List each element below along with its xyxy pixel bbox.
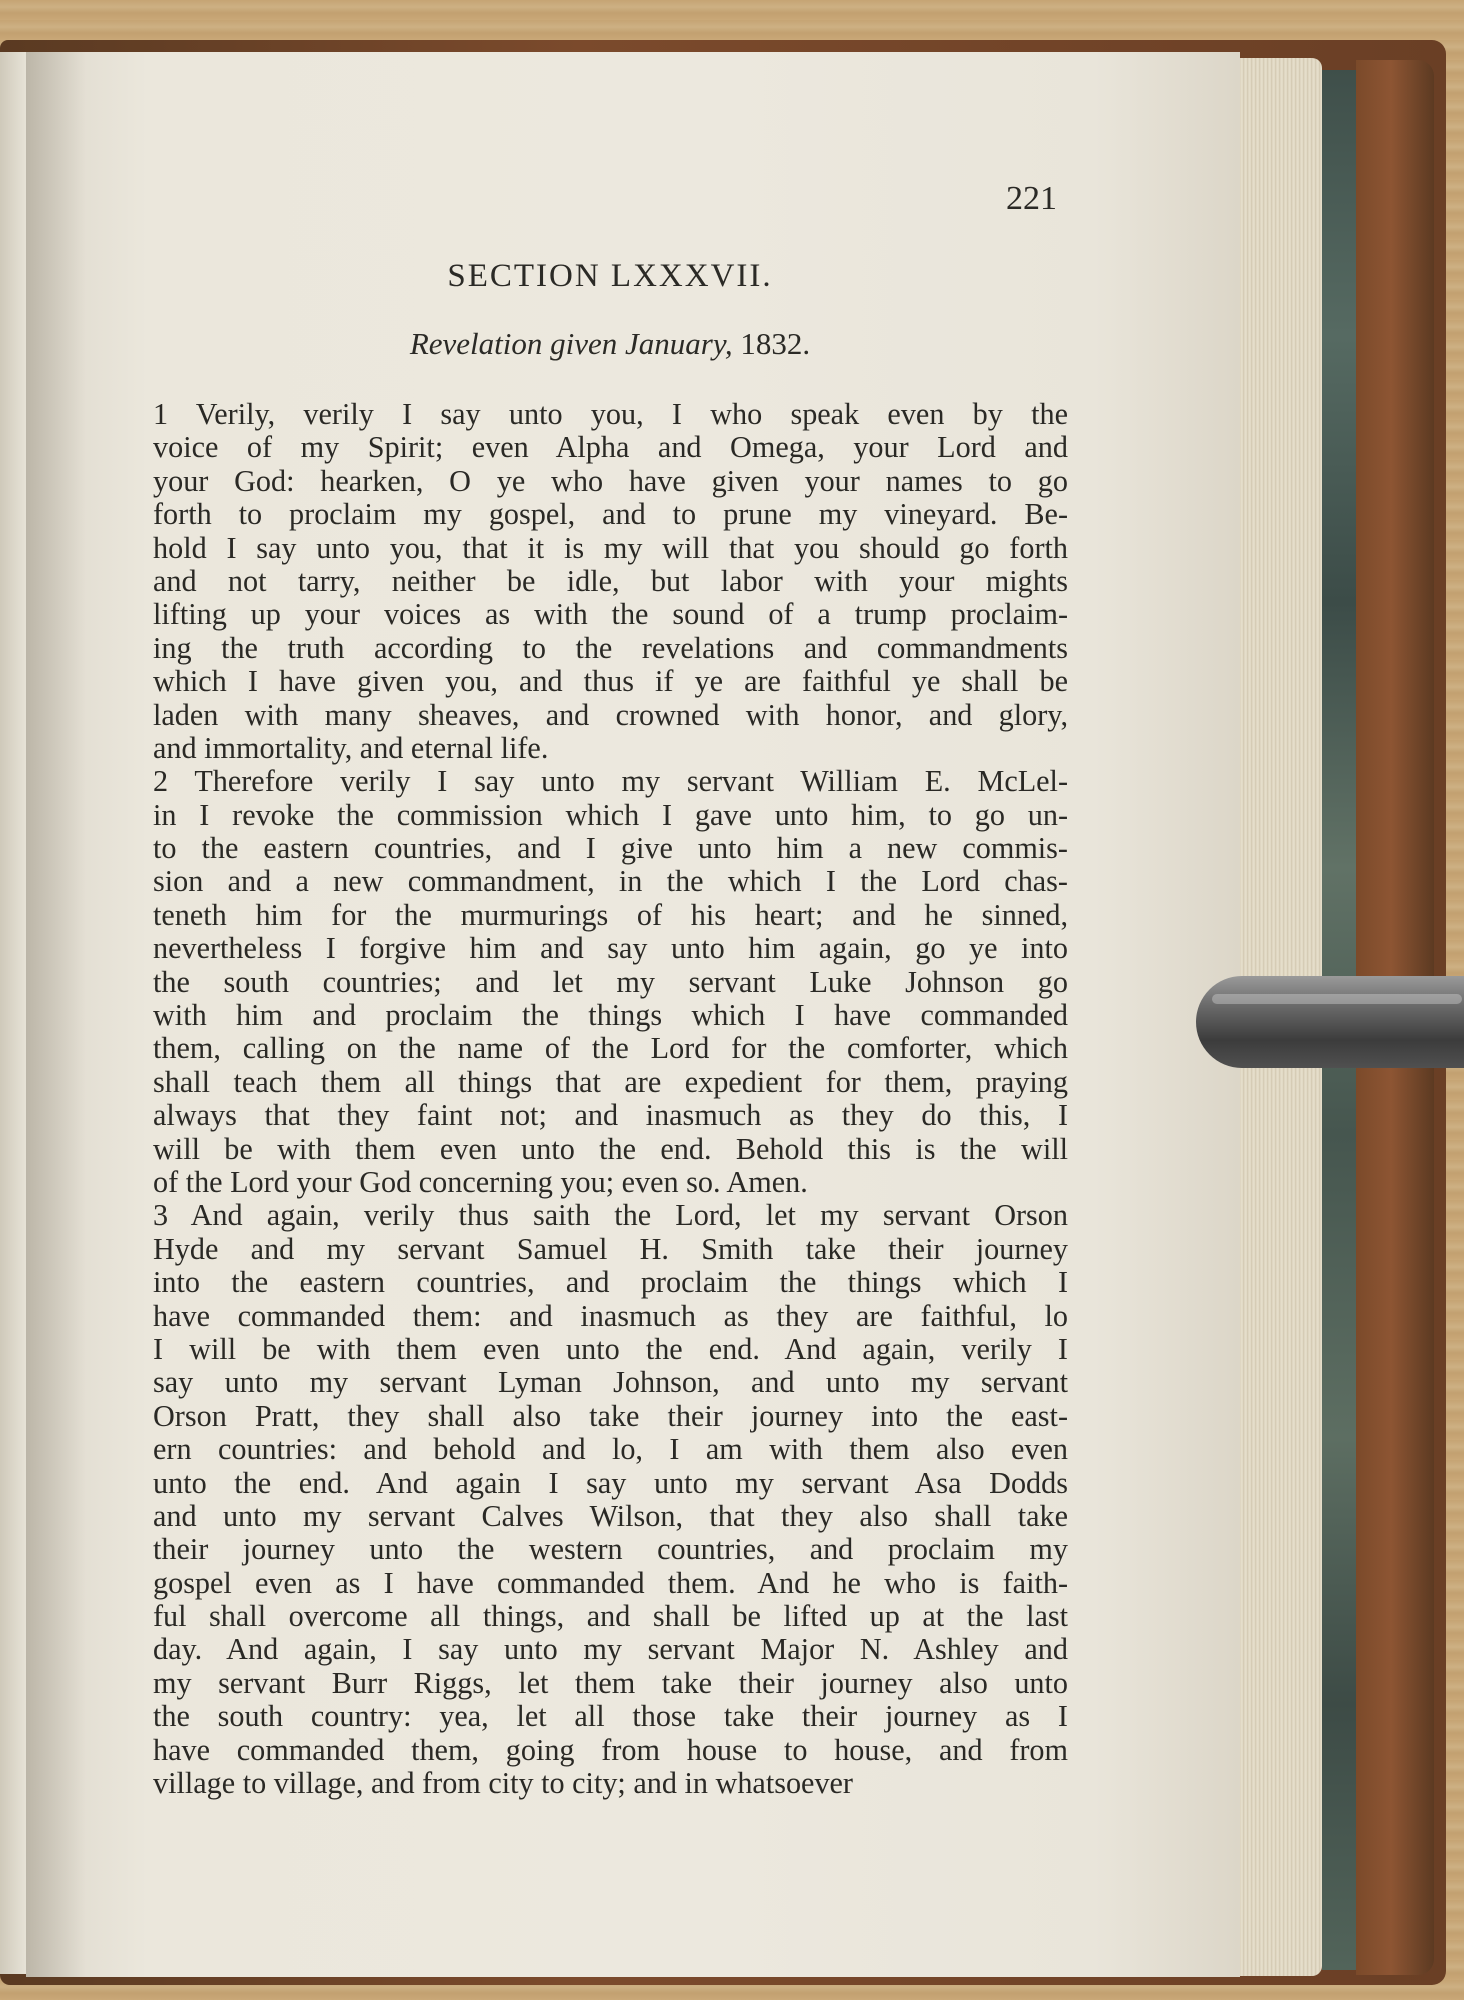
text-line: them, calling on the name of the Lord for the comforter, which	[153, 1031, 1068, 1066]
text-line: 2 Therefore verily I say unto my servant William E. McLel-	[153, 764, 1068, 799]
text-line: to the eastern countries, and I give unto him a new commis-	[153, 831, 1068, 866]
text-line: have commanded them: and inasmuch as they are faithful, lo	[153, 1298, 1068, 1333]
text-line: 1 Verily, verily I say unto you, I who speak even by the	[153, 397, 1068, 431]
text-line: shall teach them all things that are expedient for them, praying	[153, 1064, 1068, 1099]
text-line: and not tarry, neither be idle, but labor with your mights	[153, 563, 1068, 598]
text-line: hold I say unto you, that it is my will that you should go forth	[153, 530, 1068, 565]
text-line: 3 And again, verily thus saith the Lord, let my servant Orson	[153, 1198, 1068, 1233]
text-line: will be with them even unto the end. Behold this is the will	[153, 1131, 1068, 1166]
text-line: the south countries; and let my servant Luke Johnson go	[153, 964, 1068, 999]
text-line: teneth him for the murmurings of his heart; and he sinned,	[153, 897, 1068, 932]
section-title: SECTION LXXXVII.	[447, 258, 773, 294]
text-line: of the Lord your God concerning you; even so. Amen.	[153, 1164, 808, 1199]
text-line: lifting up your voices as with the sound of a trump proclaim-	[153, 597, 1068, 632]
subtitle-text: Revelation given January,	[409, 326, 733, 361]
text-line: village to village, and from city to city; and in whatsoever	[153, 1766, 853, 1801]
text-line: Hyde and my servant Samuel H. Smith take their journey	[153, 1231, 1068, 1266]
gutter-shadow	[26, 52, 86, 1977]
text-line: voice of my Spirit; even Alpha and Omega, your Lord and	[153, 430, 1068, 465]
page-number: 221	[1006, 180, 1057, 217]
subtitle-year: 1832.	[732, 326, 811, 361]
text-line: day. And again, I say unto my servant Major N. Ashley and	[153, 1632, 1068, 1667]
metal-bookmark	[1196, 976, 1464, 1068]
text-line: ing the truth according to the revelations and commandments	[153, 630, 1068, 665]
text-line: gospel even as I have commanded them. And he who is faith-	[153, 1565, 1068, 1600]
text-line: and unto my servant Calves Wilson, that they also shall take	[153, 1498, 1068, 1533]
text-line: ern countries: and behold and lo, I am with them also even	[153, 1432, 1068, 1467]
text-line: sion and a new commandment, in the which I the Lord chas-	[153, 864, 1068, 899]
text-line: have commanded them, going from house to house, and from	[153, 1732, 1068, 1767]
text-line: my servant Burr Riggs, let them take their journey also unto	[153, 1665, 1068, 1700]
text-line: forth to proclaim my gospel, and to prune my vineyard. Be-	[153, 497, 1068, 532]
section-subtitle	[150, 326, 1070, 362]
text-line: your God: hearken, O ye who have given your names to go	[153, 463, 1068, 498]
text-line: with him and proclaim the things which I have commanded	[153, 998, 1068, 1033]
text-line: laden with many sheaves, and crowned with honor, and glory,	[153, 697, 1068, 732]
text-line: their journey unto the western countries, and proclaim my	[153, 1532, 1068, 1567]
text-line: I will be with them even unto the end. And again, verily I	[153, 1331, 1068, 1366]
text-line: and immortality, and eternal life.	[153, 730, 549, 765]
body-text	[153, 398, 1068, 1800]
text-line: nevertheless I forgive him and say unto him again, go ye into	[153, 931, 1068, 966]
text-line: say unto my servant Lyman Johnson, and unto my servant	[153, 1365, 1068, 1400]
text-line: unto the end. And again I say unto my servant Asa Dodds	[153, 1465, 1068, 1500]
bookmark-highlight	[1212, 994, 1462, 1004]
text-line: the south country: yea, let all those take their journey as I	[153, 1699, 1068, 1734]
text-line: into the eastern countries, and proclaim the things which I	[153, 1265, 1068, 1300]
text-line: ful shall overcome all things, and shall be lifted up at the last	[153, 1599, 1068, 1634]
text-line: Orson Pratt, they shall also take their journey into the east-	[153, 1398, 1068, 1433]
text-line: which I have given you, and thus if ye are faithful ye shall be	[153, 664, 1068, 699]
text-line: always that they faint not; and inasmuch as they do this, I	[153, 1098, 1068, 1133]
text-line: in I revoke the commission which I gave unto him, to go un-	[153, 797, 1068, 832]
previous-page-edge	[0, 52, 26, 1974]
